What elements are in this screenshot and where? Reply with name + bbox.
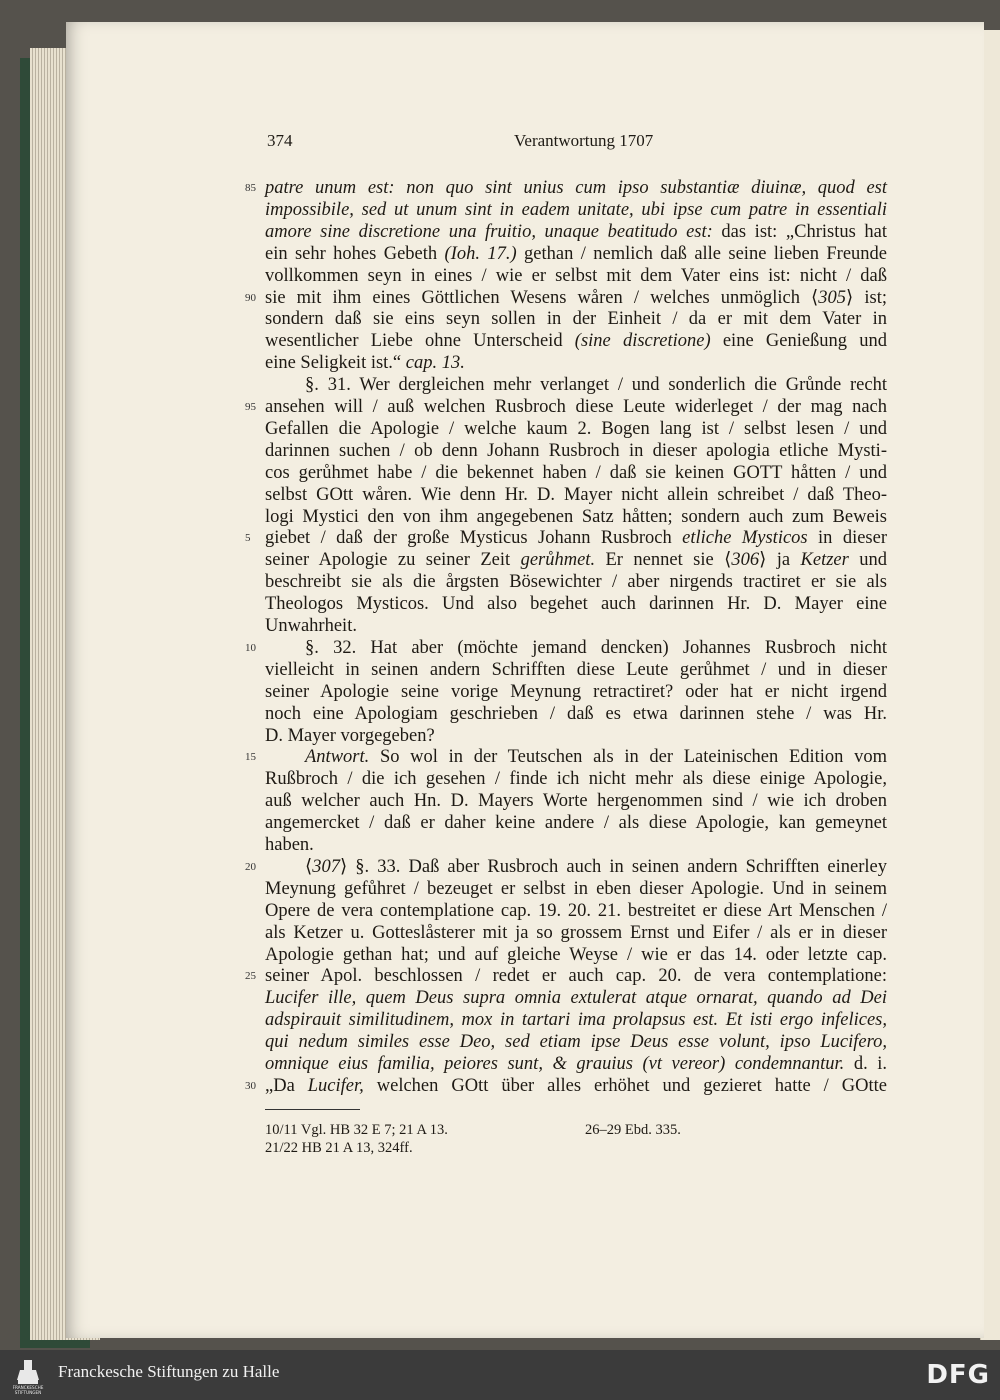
text-line (265, 593, 887, 615)
line-number: 25 (245, 970, 256, 982)
text-line (265, 1009, 887, 1031)
text-line (265, 812, 887, 834)
footnote: 26–29 Ebd. 335. (585, 1122, 681, 1138)
text-span: cap. 13. (405, 353, 465, 373)
text-line (265, 965, 887, 987)
line-number: 90 (245, 292, 256, 304)
line-number: 10 (245, 642, 256, 654)
text-span: seiner Apologie seine vorige Meynung retractiret? oder hat er nicht irgend (265, 682, 887, 702)
text-line (265, 462, 887, 484)
text-span: sondern daß sie eins seyn sollen in der Einheit / da er mit dem Vater in (265, 309, 887, 329)
text-span: wesentlicher Liebe ohne Unterscheid (265, 331, 575, 351)
text-span: ⟩ ist; (846, 288, 887, 308)
dfg-logo[interactable]: DFG (926, 1360, 990, 1390)
text-line (265, 243, 887, 265)
text-span: ansehen will / auß welchen Rusbroch diese Leute widerleget / der mag nach (265, 397, 887, 417)
text-line (305, 856, 887, 878)
text-span: (Ioh. 17.) (444, 244, 517, 264)
text-span: Rußbroch / die ich gesehen / finde ich nicht mehr als diese einige Apologie, (265, 769, 887, 789)
text-line (265, 725, 887, 747)
text-span: seiner Apol. beschlossen / redet er auch cap. 20. de vera contemplatione: (265, 966, 887, 986)
text-span: Opere de vera contemplatione cap. 19. 20. 21. bestreitet er diese Art Menschen / (265, 901, 887, 921)
text-line (265, 922, 887, 944)
text-line (265, 790, 887, 812)
francke-logo-icon (6, 1356, 50, 1396)
text-line (265, 330, 887, 352)
text-line (265, 396, 887, 418)
text-span: ein sehr hohes Gebeth (265, 244, 445, 264)
text-line (265, 199, 887, 221)
text-span: beschreibt sie als die årgsten Bösewichter / aber nirgends tractiret er sie als (265, 572, 887, 592)
text-line (265, 418, 887, 440)
text-line (305, 746, 887, 768)
text-span: ⟩ ja (759, 550, 801, 570)
institution-name[interactable]: Franckesche Stiftungen zu Halle (58, 1362, 280, 1381)
text-span: patre unum est: non quo sint unius cum ipso substantiæ diuinæ, quod est (265, 178, 887, 198)
text-span: welchen GOtt über alles erhöhet und gezieret hatte / GOtte (363, 1076, 887, 1096)
text-line (265, 987, 887, 1009)
text-span: Apologie gethan hat; und auf gleiche Weyse / wie er das 14. oder letzte cap. (265, 945, 887, 965)
text-line (305, 637, 887, 659)
page-number: 374 (267, 131, 293, 150)
text-span: vielleicht in seinen andern Schrifften diese Leute gerůhmet / und in dieser (265, 660, 887, 680)
text-span: Theologos Mysticos. Und also begehet auch darinnen Hr. D. Mayer eine (265, 594, 887, 614)
svg-text:STIFTUNGEN: STIFTUNGEN (14, 1390, 42, 1395)
line-number: 5 (245, 532, 251, 544)
text-span: selbst GOtt wåren. Wie denn Hr. D. Mayer nicht allein schreibet / daß Theo- (265, 485, 887, 505)
footnote-rule (265, 1109, 360, 1110)
text-line (265, 265, 887, 287)
text-span: ⟩ §. 33. Daß aber Rusbroch auch in seinen andern Schrifften einerley (339, 857, 887, 877)
text-line (265, 484, 887, 506)
text-span: „Da (265, 1076, 308, 1096)
text-span: amore sine discretione una fruitio, unaque beatitudo est: (265, 222, 713, 242)
footnote: 10/11 Vgl. HB 32 E 7; 21 A 13. (265, 1122, 448, 1138)
text-span: So wol in der Teutschen als in der Lateinischen Edition vom (369, 747, 887, 767)
text-span: giebet / daß der große Mysticus Johann Rusbroch (265, 528, 683, 548)
text-line (265, 221, 887, 243)
text-span: sie mit ihm eines Göttlichen Wesens wåren / welches unmöglich ⟨ (265, 288, 819, 308)
line-number: 20 (245, 861, 256, 873)
text-span: seiner Apologie zu seiner Zeit (265, 550, 521, 570)
text-span: omnique eius familia, peiores sunt, & grauius (vt vereor) condemnantur. (265, 1054, 845, 1074)
text-line (265, 506, 887, 528)
text-span: etliche Mysticos (682, 528, 808, 548)
text-span: angemercket / daß er daher keine andere / als diese Apologie, kan gemeynet (265, 813, 887, 833)
text-span: in dieser (807, 528, 887, 548)
footnote: 21/22 HB 21 A 13, 324ff. (265, 1140, 413, 1156)
text-span: gerůhmet. (520, 550, 596, 570)
text-line (265, 571, 887, 593)
text-span: qui nedum similes esse Deo, sed etiam ipse Deus esse volunt, ipso Lucifero, (265, 1032, 887, 1052)
text-span: §. 32. Hat aber (möchte jemand dencken) Johannes Rusbroch nicht (305, 638, 887, 658)
text-line (265, 440, 887, 462)
text-line (265, 1031, 887, 1053)
text-line (265, 659, 887, 681)
line-number: 95 (245, 401, 256, 413)
text-line (265, 287, 887, 309)
line-number: 30 (245, 1080, 256, 1092)
text-span: cos gerůhmet habe / die bekennet haben / daß sie keinen GOTT håtten / und (265, 463, 887, 483)
text-line (265, 615, 887, 637)
text-line (265, 834, 887, 856)
text-span: haben. (265, 835, 314, 855)
text-span: (sine discretione) (574, 331, 711, 351)
text-span: d. i. (844, 1054, 887, 1074)
text-line (265, 703, 887, 725)
text-span: eine Genießung und (710, 331, 887, 351)
text-line (265, 768, 887, 790)
text-span: auß welcher auch Hn. D. Mayers Worte hergenommen sind / wie ich droben (265, 791, 887, 811)
line-number: 15 (245, 751, 256, 763)
text-line (265, 944, 887, 966)
text-line (265, 900, 887, 922)
text-line (265, 352, 887, 374)
text-line (265, 681, 887, 703)
line-number: 85 (245, 182, 256, 194)
text-span: 305 (818, 288, 847, 308)
text-span: Er nennet sie ⟨ (595, 550, 732, 570)
text-span: als Ketzer u. Gotteslåsterer mit ja so grossem Ernst und Eifer / als er in dieser (265, 923, 887, 943)
text-span: 307 (312, 857, 340, 877)
svg-text:FRANCKESCHE: FRANCKESCHE (12, 1385, 44, 1390)
text-span: Ketzer (800, 550, 849, 570)
text-span: Antwort. (305, 747, 370, 767)
text-line (305, 374, 887, 396)
text-span: adspirauit similitudinem, mox in tartari ima prolapsus est. Et isti ergo infelices, (265, 1010, 887, 1030)
text-span: das ist: „Christus hat (712, 222, 887, 242)
text-span: Gefallen die Apologie / welche kaum 2. Bogen lang ist / selbst lesen / und (265, 419, 887, 439)
viewer-footer (0, 1350, 1000, 1400)
text-span: 306 (731, 550, 760, 570)
text-span: noch eine Apologiam geschrieben / daß es etwa darinnen stehe / was Hr. (265, 704, 887, 724)
text-line (265, 878, 887, 900)
text-span: D. Mayer vorgegeben? (265, 726, 435, 746)
running-title: Verantwortung 1707 (514, 131, 654, 150)
text-span: Lucifer ille, quem Deus supra omnia extulerat atque ornarat, quando ad Dei (265, 988, 887, 1008)
text-span: vollkommen seyn in eines / wie er selbst mit dem Vater eins ist: nicht / daß (265, 266, 887, 286)
text-line (265, 177, 887, 199)
text-line (265, 527, 887, 549)
text-line (265, 1075, 887, 1097)
text-line (265, 308, 887, 330)
text-span: eine Seligkeit ist.“ (265, 353, 406, 373)
text-span: darinnen suchen / ob denn Johann Rusbroch in dieser apologia etliche Mysti- (265, 441, 887, 461)
text-span: §. 31. Wer dergleichen mehr verlanget / und sonderlich die Grůnde recht (305, 375, 887, 395)
text-span: und (848, 550, 888, 570)
text-span: logi Mystici den von ihm angegebenen Satz håtten; sondern auch zum Beweis (265, 507, 887, 527)
text-span: Lucifer, (307, 1076, 364, 1096)
text-line (265, 1053, 887, 1075)
text-span: Meynung gefůhret / bezeuget er selbst in eben dieser Apologie. Und in seinem (265, 879, 887, 899)
text-span: impossibile, sed ut unum sint in eadem unitate, ubi ipse cum patre in essentiali (265, 200, 887, 220)
text-span: ⟨ (305, 857, 313, 877)
text-span: Unwahrheit. (265, 616, 357, 636)
text-span: gethan / nemlich daß alle seine lieben Freunde (516, 244, 887, 264)
text-line (265, 549, 887, 571)
